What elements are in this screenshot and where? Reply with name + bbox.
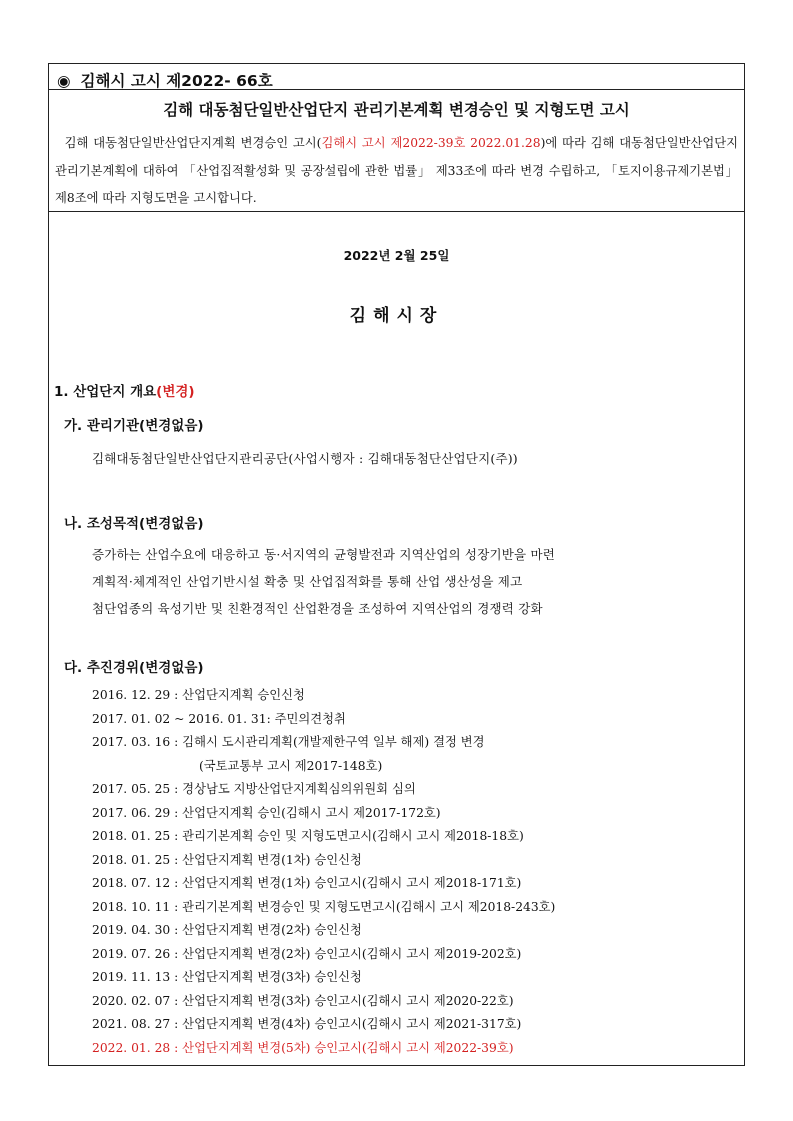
subsection-na-heading: 나. 조성목적(변경없음) xyxy=(64,516,204,532)
intro-text-after: )에 따라 김해 대동첨단일반산업단지 관리기본계획에 대하여 「산업집적활성화 및 공장설립에 관한 법률」 제33조에 따라 변경 수립하고, 「토지이용규제기본법」 제8조에 따라 지형도면을 고시합니다. xyxy=(55,136,738,205)
purpose-line: 증가하는 산업수요에 대응하고 동·서지역의 균형발전과 지역산업의 성장기반을 마련 xyxy=(92,547,556,562)
history-item: 2017. 06. 29 : 산업단지계획 승인(김해시 고시 제2017-172호) xyxy=(92,805,441,820)
subsection-ga-text: 김해대동첨단일반산업단지관리공단(사업시행자 : 김해대동첨단산업단지(주)) xyxy=(92,451,518,466)
history-item: 2018. 01. 25 : 관리기본계획 승인 및 지형도면고시(김해시 고시 제2018-18호) xyxy=(92,829,524,843)
history-item: 2017. 03. 16 : 김해시 도시관리계획(개발제한구역 일부 해제) 결정 변경 xyxy=(92,735,485,749)
history-item: 2018. 10. 11 : 관리기본계획 변경승인 및 지형도면고시(김해시 고시 제2018-243호) xyxy=(92,899,556,914)
section-1-change-tag: (변경) xyxy=(156,384,195,400)
notice-frame xyxy=(48,63,745,1066)
section-1-title: 1. 산업단지 개요 xyxy=(54,384,157,400)
history-item-latest: 2022. 01. 28 : 산업단지계획 변경(5차) 승인고시(김해시 고시 제2022-39호) xyxy=(92,1040,514,1055)
purpose-line: 계획적·체계적인 산업기반시설 확충 및 산업집적화를 통해 산업 생산성을 제고 xyxy=(92,574,523,589)
purpose-line: 첨단업종의 육성기반 및 친환경적인 산업환경을 조성하여 지역산업의 경쟁력 강화 xyxy=(92,601,543,616)
history-item: 2018. 07. 12 : 산업단지계획 변경(1차) 승인고시(김해시 고시 제2018-171호) xyxy=(92,876,522,890)
notice-number xyxy=(57,69,273,91)
history-item: 2018. 01. 25 : 산업단지계획 변경(1차) 승인신청 xyxy=(92,852,362,867)
issuer-name: 김해시장 xyxy=(349,306,444,326)
intro-text-before: 김해 대동첨단일반산업단지계획 변경승인 고시( xyxy=(64,136,322,150)
history-item: 2017. 01. 02 ~ 2016. 01. 31: 주민의견청취 xyxy=(92,711,346,726)
notice-date: 2022년 2월 25일 xyxy=(343,248,450,263)
subsection-da-heading: 다. 추진경위(변경없음) xyxy=(64,660,204,676)
history-item: 2019. 07. 26 : 산업단지계획 변경(2차) 승인고시(김해시 고시 제2019-202호) xyxy=(92,946,522,961)
history-item: 2019. 04. 30 : 산업단지계획 변경(2차) 승인신청 xyxy=(92,923,362,937)
intro-reference: 김해시 고시 제2022-39호 2022.01.28 xyxy=(321,136,541,150)
history-list xyxy=(92,684,555,1060)
notice-title: 김해 대동첨단일반산업단지 관리기본계획 변경승인 및 지형도면 고시 xyxy=(163,101,630,119)
section-1-heading xyxy=(54,380,195,400)
history-item: 2016. 12. 29 : 산업단지계획 승인신청 xyxy=(92,688,305,702)
bullet-circle-icon: ◉ xyxy=(57,72,71,90)
notice-number-text: 김해시 고시 제2022- 66호 xyxy=(80,72,273,90)
history-item: 2021. 08. 27 : 산업단지계획 변경(4차) 승인고시(김해시 고시 제2021-317호) xyxy=(92,1017,522,1031)
notice-intro xyxy=(55,130,738,213)
history-item: 2019. 11. 13 : 산업단지계획 변경(3차) 승인신청 xyxy=(92,970,362,984)
history-item: 2017. 05. 25 : 경상남도 지방산업단지계획심의위원회 심의 xyxy=(92,782,416,796)
history-item: 2020. 02. 07 : 산업단지계획 변경(3차) 승인고시(김해시 고시 제2020-22호) xyxy=(92,993,514,1008)
history-item-continuation: (국토교통부 고시 제2017-148호) xyxy=(199,758,383,773)
subsection-ga-heading: 가. 관리기관(변경없음) xyxy=(64,418,204,434)
